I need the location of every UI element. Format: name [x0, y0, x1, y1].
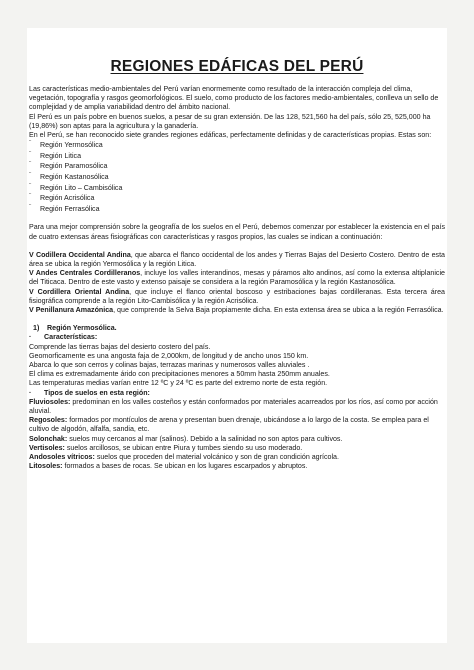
list-item: ¨ Región Litica [29, 150, 82, 160]
bullet-icon: ¨ [29, 140, 32, 148]
document-content [27, 58, 447, 471]
soil-entry: Solonchak: suelos muy cercanos al mar (salinos). Debido a la salinidad no son aptos para cultivos. [29, 434, 343, 443]
characteristic-line: El clima es extremadamente árido con precipitaciones menores a 50mm hasta 250mm anuales. [29, 370, 330, 379]
area-paragraph: V Penillanura Amazónica, que comprende la Selva Baja propiamente dicha. En esta extensa área se ubica a la región Ferrasólica. [29, 306, 444, 314]
area-paragraph: V Cordillera Oriental Andina, que incluye el flanco oriental boscoso y estribaciones bajas cordilleranas. Esta tercera área fisiográfica comprende a la región Lito-Cambisólica y la región Acrisólica. [29, 287, 446, 305]
soil-entry: Regosoles: formados por montículos de arena y presentan buen drenaje, ubicándose a lo largo de la costa. Se emplea para el cultivo de algodón, alfalfa, sandia, etc. [29, 416, 429, 434]
subsection-heading: · Características: [29, 333, 98, 342]
region-list [29, 140, 445, 214]
list-item: ¨ Región Kastanosólica [29, 172, 109, 181]
area-paragraph: V Andes Centrales Cordilleranos, incluye los valles interandinos, mesas y páramos alto andinos, así como la extensa altiplanicie del Titicaca. Dentro de este vasto y extenso paisaje se considera a la región Paramosólica y la región Kastanosólica. [29, 269, 445, 287]
list-item: ¨ Región Yermosólica [29, 140, 103, 150]
bullet-icon: ¨ [29, 172, 32, 179]
soil-entry: Andosoles vítricos: suelos que proceden del material volcánico y son de gran condición agrícola. [29, 453, 339, 462]
characteristic-line: Abarca lo que son cerros y colinas bajas, terrazas marinas y numerosos valles aluviales . [29, 361, 310, 370]
bullet-icon: ¨ [29, 161, 32, 169]
document-page [27, 28, 447, 643]
page-title: REGIONES EDÁFICAS DEL PERÚ [110, 58, 364, 75]
list-item: ¨ Región Ferrasólica [29, 203, 100, 213]
soil-entry: Litosoles: formados a bases de rocas. Se ubican en los lugares escarpados y abruptos. [29, 462, 308, 471]
intro-paragraph-2: El Perú es un país pobre en buenos suelos, a pesar de su gran extensión. De las 128, 521,560 ha del país, sólo 25, 525,000 ha (19,86%) son aptas para la agricultura y la ganadería. [29, 112, 431, 130]
bullet-icon: ¨ [29, 150, 32, 158]
list-item: ¨ Región Paramosólica [29, 161, 108, 171]
characteristic-line: Comprende las tierras bajas del desierto costero del país. [29, 342, 211, 351]
intro-paragraph-3: En el Perú, se han reconocido siete grandes regiones edáficas, perfectamente definidas y de características propias. Estas son: [29, 131, 432, 140]
soil-entry: Fluviosoles: predominan en los valles costeños y están conformados por materiales acarreados por los ríos, así como por acción aluvial. [29, 397, 438, 416]
intro-paragraph-1: Las características medio-ambientales del Perú varían enormemente como resultado de la interacción compleja del clima, vegetación, topografía y rasgos geomorfológicos. El suelo, como producto de los factores medio-ambientales, conlleva un sello de complejidad y de amplia variabilidad dentro del ámbito nacional. [29, 85, 439, 112]
bullet-icon: ¨ [29, 182, 32, 190]
characteristic-line: Las temperaturas medias varían entre 12 ºC y 24 ºC es parte del extremo norte de esta región. [29, 379, 328, 388]
bullet-icon: ¨ [29, 203, 32, 211]
comprehension-paragraph: Para una mejor comprensión sobre la geografía de los suelos en el Perú, debemos comenzar por establecer la existencia en el país de cuatro extensas áreas fisiográficas con características y rasgos propios, las cuales se indican a continuación: [29, 223, 445, 241]
section-heading: 1) Región Yermosólica. [33, 324, 117, 333]
area-paragraph: V Codillera Occidental Andina, que abarca el flanco occidental de los andes y Tierras Bajas del Desierto Costero. Dentro de esta área se ubica la región Yermosólica y la región Litica. [29, 250, 445, 268]
characteristic-line: Geomorficamente es una angosta faja de 2,000km, de longitud y de ancho unos 150 km. [29, 351, 309, 360]
subsection-heading: · Tipos de suelos en esta región: [29, 388, 150, 397]
bullet-icon: ¨ [29, 193, 32, 201]
list-item: ¨ Región Lito – Cambisólica [29, 182, 123, 192]
list-item: ¨ Región Acrisólica [29, 193, 95, 203]
soil-entry: Vertisoles: suelos arcillosos, se ubican entre Piura y tumbes siendo su uso moderado. [29, 443, 303, 452]
